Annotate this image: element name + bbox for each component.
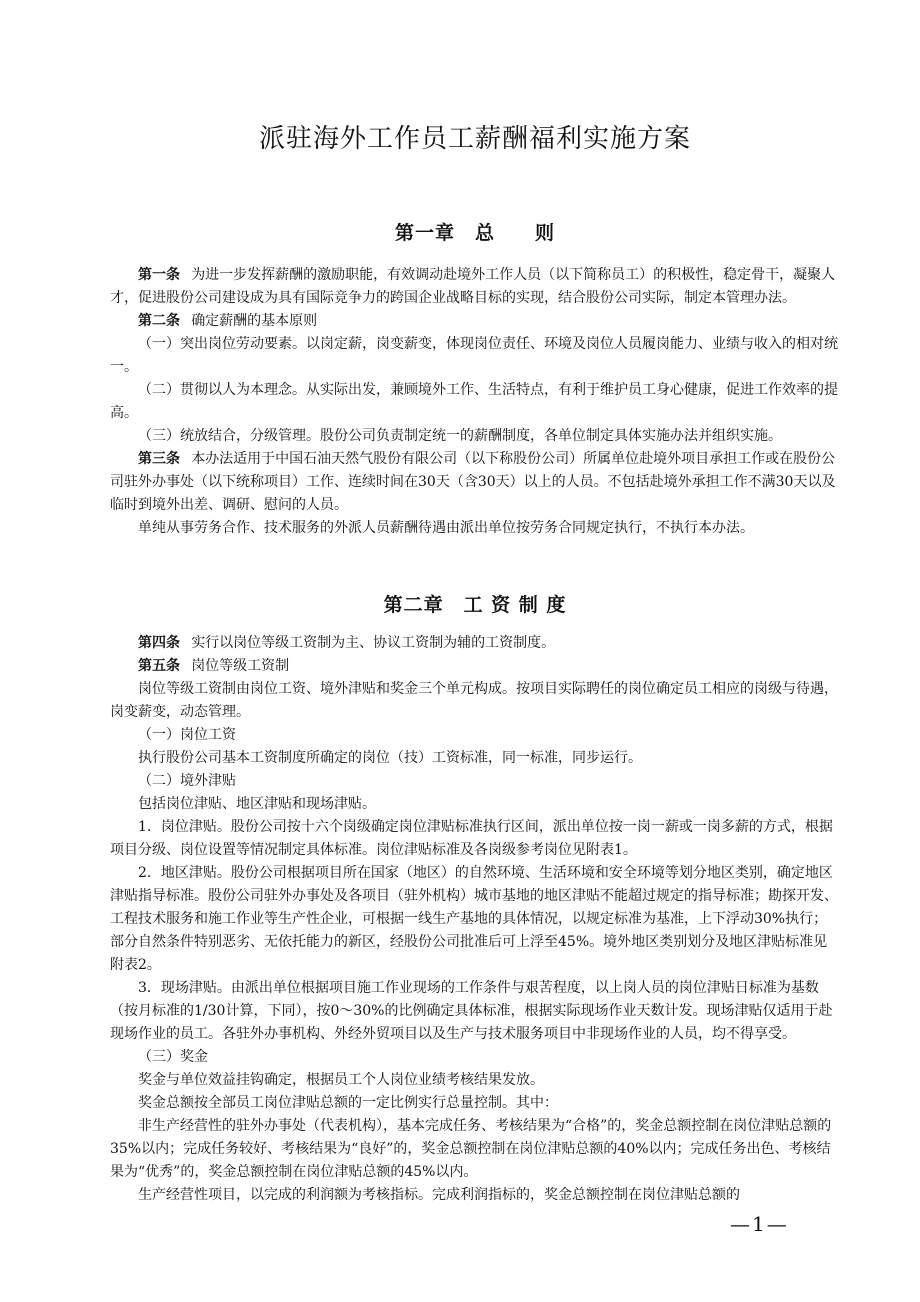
paragraph-text: 本办法适用于中国石油天然气股份有限公司（以下称股份公司）所属单位赴境外项目承担工作或在股份公司驻外办事处（以下统称项目）工作、连续时间在30天（含30天）以上的人员。不包括赴境外承担工作不满30天以及临时到境外出差、调研、慰问的人员。 [110, 451, 836, 513]
paragraph: 1．岗位津贴。股份公司按十六个岗级确定岗位津贴标准执行区间，派出单位按一岗一薪或一岗多薪的方式，根据项目分级、岗位设置等情况制定具体标准。岗位津贴标准及各岗级参考岗位见附表1。 [110, 819, 833, 858]
paragraph: 单纯从事劳务合作、技术服务的外派人员薪酬待遇由派出单位按劳务合同规定执行，不执行本办法。 [138, 520, 754, 536]
chapter-1-body [110, 264, 840, 540]
article-3 [110, 448, 840, 517]
document-title: 派驻海外工作员工薪酬福利实施方案 [258, 124, 691, 154]
paragraph: 奖金总额按全部员工岗位津贴总额的一定比例实行总量控制。其中： [138, 1095, 558, 1111]
paragraph: 包括岗位津贴、地区津贴和现场津贴。 [138, 796, 376, 812]
article-lead: 第二条 [138, 313, 180, 329]
paragraph-text: 确定薪酬的基本原则 [191, 313, 318, 329]
article-lead: 第一条 [138, 267, 180, 283]
paragraph: 生产经营性项目，以完成的利润额为考核指标。完成利润指标的，奖金总额控制在岗位津贴总额的 [138, 1187, 740, 1203]
paragraph: 非生产经营性的驻外办事处（代表机构），基本完成任务、考核结果为“合格”的，奖金总额控制在岗位津贴总额的35%以内；完成任务较好、考核结果为“良好”的，奖金总额控制在岗位津贴总额的40%以内；完成任务出色、考核结果为“优秀”的，奖金总额控制在岗位津贴总额的45%以内。 [110, 1118, 832, 1180]
paragraph-text: 实行以岗位等级工资制为主、协议工资制为辅的工资制度。 [191, 635, 556, 651]
paragraph: （三）统放结合，分级管理。股份公司负责制定统一的薪酬制度，各单位制定具体实施办法并组织实施。 [138, 428, 782, 444]
paragraph: 岗位等级工资制由岗位工资、境外津贴和奖金三个单元构成。按项目实际聘任的岗位确定员工相应的岗级与待遇，岗变薪变，动态管理。 [110, 681, 838, 720]
paragraph: 奖金与单位效益挂钩确定，根据员工个人岗位业绩考核结果发放。 [138, 1072, 544, 1088]
article-4 [110, 632, 840, 655]
paragraph: （二）境外津贴 [138, 773, 236, 789]
paragraph-text: 为进一步发挥薪酬的激励职能，有效调动赴境外工作人员（以下简称员工）的积极性，稳定骨干，凝聚人才，促进股份公司建设成为具有国际竞争力的跨国企业战略目标的实现，结合股份公司实际，制定本管理办法。 [110, 267, 836, 306]
chapter-1-heading: 第一章 总 则 [394, 222, 555, 244]
article-1 [110, 264, 840, 310]
paragraph: （三）奖金 [138, 1049, 208, 1065]
paragraph: 执行股份公司基本工资制度所确定的岗位（技）工资标准，同一标准，同步运行。 [138, 750, 642, 766]
page-number: —1— [730, 1212, 789, 1236]
paragraph: （一）突出岗位劳动要素。以岗定薪，岗变薪变，体现岗位责任、环境及岗位人员履岗能力、业绩与收入的相对统一。 [110, 336, 838, 375]
paragraph: （一）岗位工资 [138, 727, 236, 743]
paragraph: 3．现场津贴。由派出单位根据项目施工作业现场的工作条件与艰苦程度，以上岗人员的岗位津贴日标准为基数（按月标准的1/30计算，下同），按0～30%的比例确定具体标准，根据实际现场作业天数计发。现场津贴仅适用于赴现场作业的员工。各驻外办事机构、外经外贸项目以及生产与技术服务项目中非现场作业的人员，均不得享受。 [110, 980, 833, 1042]
chapter-2-body [110, 632, 840, 1207]
article-2 [110, 310, 840, 333]
paragraph: （二）贯彻以人为本理念。从实际出发，兼顾境外工作、生活特点，有利于维护员工身心健康，促进工作效率的提高。 [110, 382, 838, 421]
paragraph-text: 岗位等级工资制 [191, 658, 290, 674]
article-5 [110, 655, 840, 678]
paragraph: 2．地区津贴。股份公司根据项目所在国家（地区）的自然环境、生活环境和安全环境等划分地区类别，确定地区津贴指导标准。股份公司驻外办事处及各项目（驻外机构）城市基地的地区津贴不能超过规定的指导标准；勘探开发、工程技术服务和施工作业等生产性企业，可根据一线生产基地的具体情况，以规定标准为基准，上下浮动30%执行；部分自然条件特别恶劣、无依托能力的新区，经股份公司批准后可上浮至45%。境外地区类别划分及地区津贴标准见附表2。 [110, 865, 838, 973]
chapter-2-heading: 第二章 工 资 制 度 [383, 594, 567, 616]
article-lead: 第四条 [138, 635, 180, 651]
article-lead: 第三条 [138, 451, 180, 467]
article-lead: 第五条 [138, 658, 180, 674]
